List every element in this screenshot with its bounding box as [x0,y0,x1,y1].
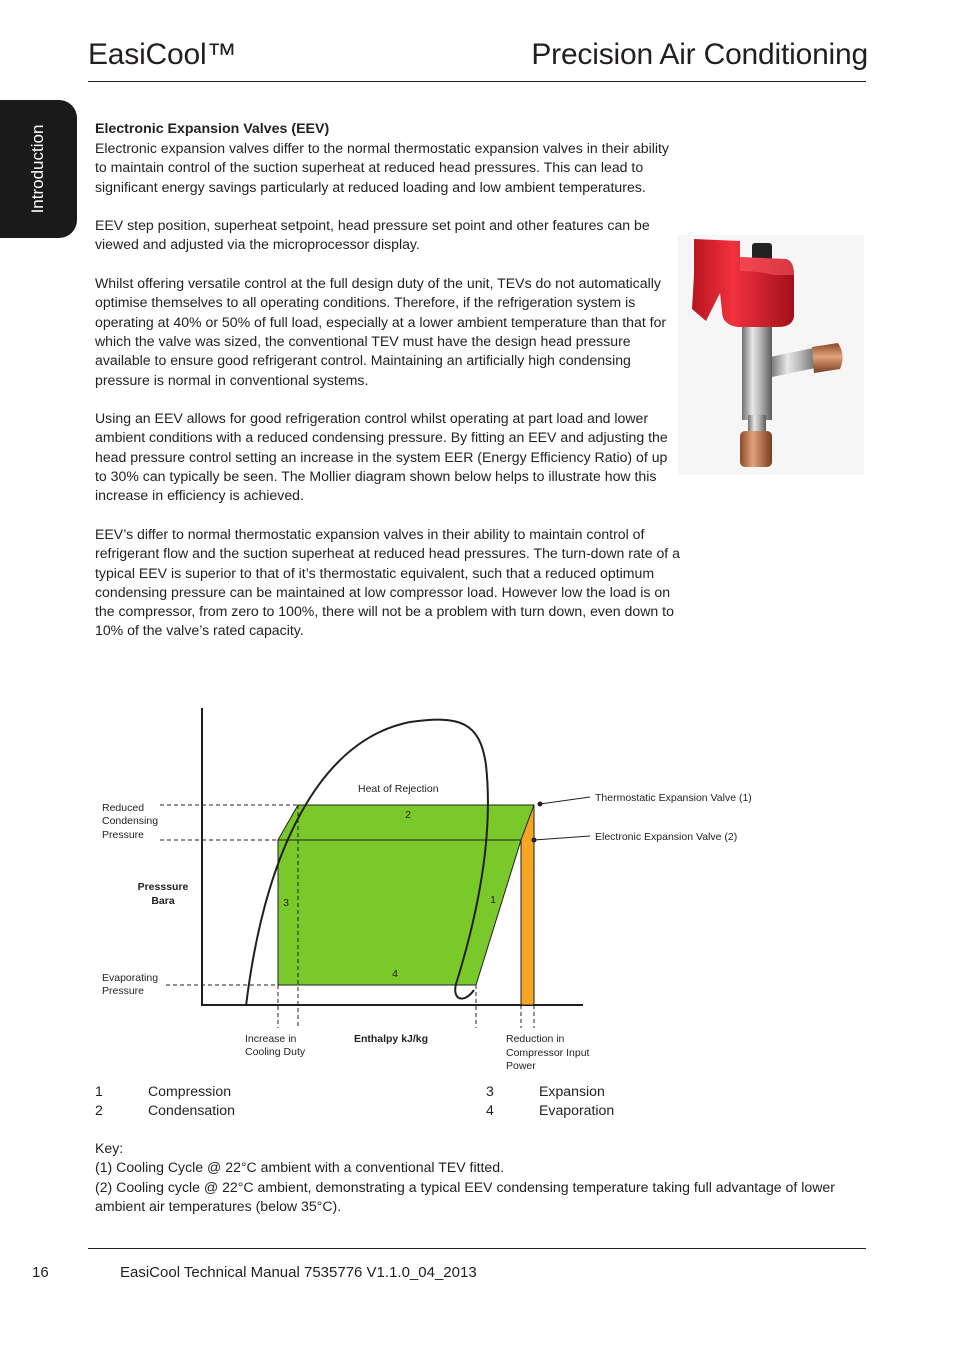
tev-pointer-dot [538,802,543,807]
compressor-power-label: Reduction in [506,1033,565,1045]
footer-divider [88,1248,866,1249]
evaporating-pressure-label: Evaporating [102,972,159,984]
reduced-pressure-label: Pressure [102,829,145,841]
page-number: 16 [32,1264,49,1281]
expansion-valve-photo [678,235,864,475]
region-number: 3 [283,897,289,909]
valve-side-copper [812,343,843,373]
step-label: Condensation [148,1102,235,1119]
region-number: 4 [392,968,398,980]
eev-pointer-line [534,836,590,840]
paragraph: EEV step position, superheat setpoint, head pressure set point and other features can be viewed and adjusted via the microprocessor display. [95,217,650,253]
step-number: 3 [486,1083,494,1099]
paragraph: Electronic expansion valves differ to the normal thermostatic expansion valves in their ability to maintain control of the suction superheat at reduced head pressures. This can lead to significant energy savings particularly at reduced loading and low ambient temperatures. [95,140,669,195]
header-title: Precision Air Conditioning [531,38,868,71]
heat-rejection-label: Heat of Rejection [358,783,439,795]
tev-pointer-line [540,797,590,804]
compressor-power-label: Power [506,1060,536,1072]
mollier-diagram [90,700,790,1080]
eev-label: Electronic Expansion Valve (2) [595,831,738,843]
step-label: Expansion [539,1083,605,1099]
list-item [486,1101,614,1120]
section-heading: Electronic Expansion Valves (EEV) [95,121,330,137]
key-title: Key: [95,1140,124,1156]
y-axis-label: Bara [151,895,175,907]
valve-body-pipe [742,325,772,420]
reduced-pressure-label: Condensing [102,815,159,827]
section-body [95,120,680,660]
list-item [95,1101,235,1120]
eev-pointer-dot [532,838,537,843]
steps-list-left [95,1082,235,1121]
footer-title: EasiCool Technical Manual 7535776 V1.1.0_04_2013 [120,1264,477,1281]
compressor-power-label: Compressor Input [506,1047,590,1059]
region-number: 1 [490,894,496,906]
tev-label: Thermostatic Expansion Valve (1) [595,792,752,804]
list-item [95,1082,235,1101]
region-number: 2 [405,809,411,821]
paragraph: Using an EEV allows for good refrigeration control whilst operating at part load and lower ambient conditions with a reduced condensing pressure. By fitting an EEV and adjusting the head pressure control setting an increase in the system EER (Energy Efficiency Ratio) of up to 30% can typically be seen. The Mollier diagram shown below helps to illustrate how this increase in efficiency is achieved. [95,410,668,504]
diagram-key [95,1139,865,1216]
reduced-pressure-label: Reduced [102,802,145,814]
section-side-tab [0,100,77,238]
step-number: 2 [95,1102,103,1119]
step-label: Compression [148,1083,232,1099]
header-divider [88,81,866,82]
list-item [486,1082,614,1101]
x-axis-label: Enthalpy kJ/kg [353,1033,429,1045]
paragraph: EEV’s differ to normal thermostatic expansion valves in their ability to maintain control of refrigerant flow and the suction superheat at reduced head pressures. The turn-down rate of a typical EEV is superior to that of it’s thermostatic equivalent, such that a reduced optimum condensing pressure can be maintained at low compressor load. However low the load is on the compressor, from zero to 100%, there will not be a problem with turn down, even down to 10% of the valve’s rated capacity. [95,525,680,639]
valve-copper-outlet [740,431,772,467]
steps-list-right [486,1082,614,1121]
key-entry: (2) Cooling cycle @ 22°C ambient, demonstrating a typical EEV condensing temperature taking full advantage of lower ambient air temperatures (below 35°C). [95,1178,835,1214]
key-entry: (1) Cooling Cycle @ 22°C ambient with a conventional TEV fitted. [95,1159,505,1176]
step-number: 4 [486,1102,494,1119]
cooling-duty-label: Cooling Duty [245,1046,306,1058]
step-number: 1 [95,1083,103,1099]
cooling-duty-label: Increase in [245,1033,297,1045]
paragraph: Whilst offering versatile control at the full design duty of the unit, TEVs do not automatically optimise themselves to all operating conditions. Therefore, if the refrigeration system is operating at 40% or 50% of full load, especially at a lower ambient temperature than that for which the valve was sized, the conventional TEV must have the design head pressure available to ensure good refrigerant control. Maintaining an artificially high condensing pressure is normal in conventional systems. [95,275,667,388]
step-label: Evaporation [539,1102,615,1119]
side-tab-label: Introduction [28,124,47,214]
evaporating-pressure-label: Pressure [102,985,145,997]
header-brand: EasiCool™ [88,38,237,71]
y-axis-label: Presssure [137,881,189,893]
